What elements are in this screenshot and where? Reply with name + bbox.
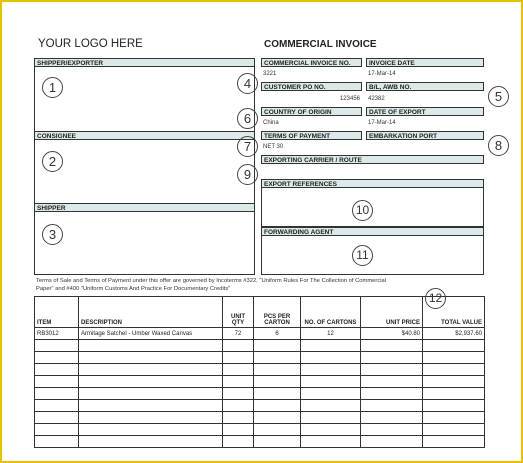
country-origin-header: COUNTRY OF ORIGIN xyxy=(261,107,362,116)
col-total-value: TOTAL VALUE xyxy=(423,297,485,328)
table-row[interactable] xyxy=(35,376,485,388)
shipper-exporter-box[interactable] xyxy=(34,58,255,134)
table-row[interactable] xyxy=(35,364,485,376)
cell-total-value[interactable]: $2,937.60 xyxy=(423,328,485,340)
export-references-box[interactable] xyxy=(261,179,484,227)
table-row[interactable] xyxy=(35,436,485,448)
table-row[interactable] xyxy=(35,412,485,424)
cell-item[interactable]: RB3012 xyxy=(35,328,79,340)
marker-6: 6 xyxy=(237,108,258,129)
consignee-header: CONSIGNEE xyxy=(34,131,255,140)
forwarding-agent-header: FORWARDING AGENT xyxy=(261,227,484,236)
bl-awb-value[interactable]: 42382 xyxy=(368,96,385,102)
invoice-date-value[interactable]: 17-Mar-14 xyxy=(368,71,396,77)
cell-unit-price[interactable]: $40.80 xyxy=(361,328,423,340)
cell-pcs-per-carton[interactable]: 6 xyxy=(254,328,301,340)
marker-12: 12 xyxy=(425,288,446,309)
logo-placeholder: YOUR LOGO HERE xyxy=(38,38,143,50)
embarkation-port-header: EMBARKATION PORT xyxy=(366,131,484,140)
export-date-value[interactable]: 17-Mar-14 xyxy=(368,120,396,126)
export-date-header: DATE OF EXPORT xyxy=(366,107,484,116)
marker-2: 2 xyxy=(42,151,63,172)
col-unit-price: UNIT PRICE xyxy=(361,297,423,328)
col-unit-qty: UNIT QTY xyxy=(223,297,254,328)
bl-awb-header: B/L, AWB NO. xyxy=(366,82,484,91)
terms-of-sale-line-2: Paper" and #400 "Uniform Customs And Practice For Documentary Credits" xyxy=(36,286,231,292)
col-description: DESCRIPTION xyxy=(79,297,223,328)
marker-7: 7 xyxy=(237,136,258,157)
consignee-box[interactable] xyxy=(34,131,255,207)
invoice-date-header: INVOICE DATE xyxy=(366,58,484,67)
col-pcs-per-carton: PCS PER CARTON xyxy=(254,297,301,328)
country-origin-value[interactable]: China xyxy=(263,120,279,126)
table-row[interactable] xyxy=(35,328,485,340)
cell-no-of-cartons[interactable]: 12 xyxy=(301,328,361,340)
marker-1: 1 xyxy=(42,77,63,98)
marker-10: 10 xyxy=(352,200,373,221)
marker-3: 3 xyxy=(42,224,63,245)
table-row[interactable] xyxy=(35,352,485,364)
forwarding-agent-box[interactable] xyxy=(261,227,484,275)
shipper-exporter-header: SHIPPER/EXPORTER xyxy=(34,58,255,67)
shipper-header: SHIPPER xyxy=(34,203,255,212)
terms-payment-header: TERMS OF PAYMENT xyxy=(261,131,362,140)
customer-po-header: CUSTOMER PO NO. xyxy=(261,82,362,91)
line-items-table xyxy=(34,296,485,448)
table-row[interactable] xyxy=(35,340,485,352)
col-item: ITEM xyxy=(35,297,79,328)
invoice-no-value[interactable]: 3221 xyxy=(263,71,277,77)
marker-9: 9 xyxy=(237,164,258,185)
terms-payment-value[interactable]: NET 30 xyxy=(263,144,284,150)
marker-11: 11 xyxy=(352,245,373,266)
document-title: COMMERCIAL INVOICE xyxy=(264,39,377,50)
table-row[interactable] xyxy=(35,424,485,436)
cell-unit-qty[interactable]: 72 xyxy=(223,328,254,340)
cell-description[interactable]: Armitage Satchel - Umber Waxed Canvas xyxy=(79,328,223,340)
export-references-header: EXPORT REFERENCES xyxy=(261,179,484,188)
marker-8: 8 xyxy=(488,135,509,156)
customer-po-value[interactable]: 123456 xyxy=(339,96,360,102)
col-no-of-cartons: NO. OF CARTONS xyxy=(301,297,361,328)
shipper-box[interactable] xyxy=(34,203,255,275)
marker-5: 5 xyxy=(488,86,509,107)
table-row[interactable] xyxy=(35,388,485,400)
invoice-no-header: COMMERCIAL INVOICE NO. xyxy=(261,58,362,67)
table-row[interactable] xyxy=(35,400,485,412)
marker-4: 4 xyxy=(237,73,258,94)
exporting-carrier-header: EXPORTING CARRIER / ROUTE xyxy=(261,155,484,164)
terms-of-sale-line-1: Terms of Sale and Terms of Payment under this offer are governed by Incoterms #322, "Uniform Rules For The Collection of Commercial xyxy=(36,278,387,284)
